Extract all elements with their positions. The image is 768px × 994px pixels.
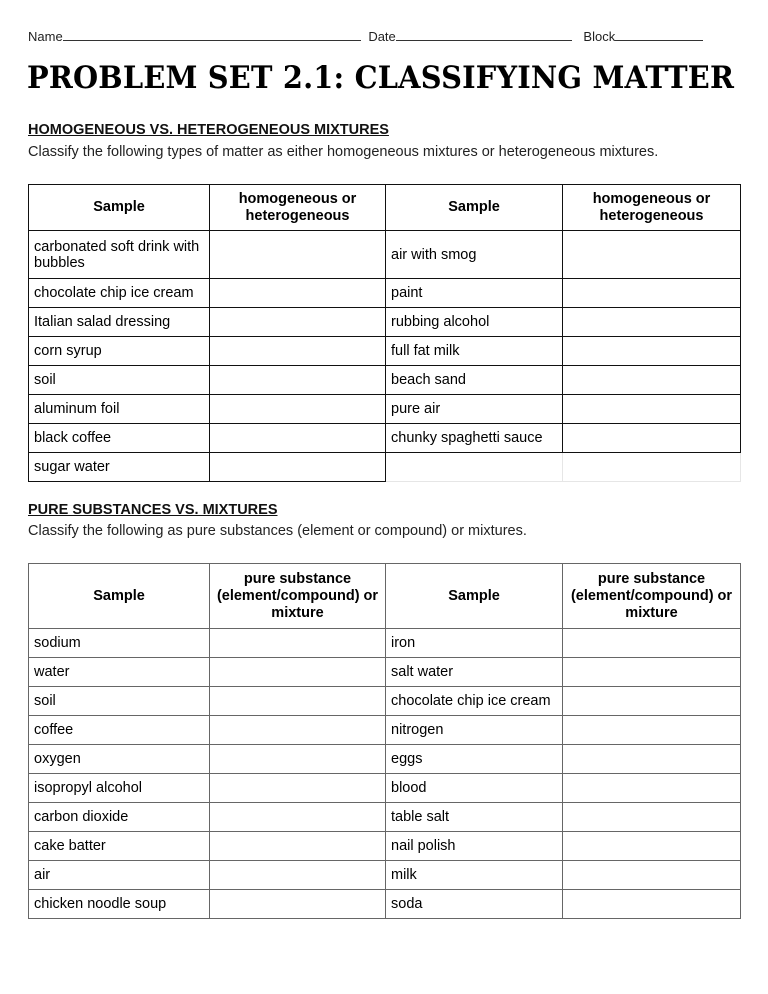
answer-cell[interactable] (210, 629, 386, 658)
answer-cell[interactable] (210, 424, 386, 453)
sample-cell: cake batter (29, 832, 210, 861)
table-row (29, 687, 741, 716)
answer-cell[interactable] (210, 803, 386, 832)
table-row (29, 774, 741, 803)
table-row (29, 366, 741, 395)
answer-cell[interactable] (210, 687, 386, 716)
table-row (29, 861, 741, 890)
answer-cell[interactable] (563, 424, 741, 453)
table-row (29, 890, 741, 919)
answer-cell[interactable] (563, 745, 741, 774)
answer-cell[interactable] (210, 774, 386, 803)
answer-cell[interactable] (563, 890, 741, 919)
sample-cell: Italian salad dressing (29, 308, 210, 337)
answer-cell[interactable] (210, 861, 386, 890)
answer-cell[interactable] (210, 832, 386, 861)
col-answer: pure substance (element/compound) or mixture (563, 564, 741, 629)
sample-cell: soil (29, 687, 210, 716)
answer-cell[interactable] (563, 687, 741, 716)
date-label: Date (368, 29, 396, 44)
table-row (29, 279, 741, 308)
name-field[interactable] (63, 28, 361, 41)
answer-cell[interactable] (563, 366, 741, 395)
sample-cell: chocolate chip ice cream (29, 279, 210, 308)
name-label: Name (28, 29, 63, 44)
answer-cell[interactable] (210, 308, 386, 337)
sample-cell: full fat milk (386, 337, 563, 366)
section2-heading: PURE SUBSTANCES VS. MIXTURES (28, 502, 278, 518)
answer-cell[interactable] (210, 279, 386, 308)
answer-cell[interactable] (563, 453, 741, 482)
answer-cell[interactable] (210, 231, 386, 279)
sample-cell: nitrogen (386, 716, 563, 745)
sample-cell: carbon dioxide (29, 803, 210, 832)
table-row (29, 424, 741, 453)
sample-cell: carbonated soft drink with bubbles (29, 231, 210, 279)
sample-cell: table salt (386, 803, 563, 832)
sample-cell: rubbing alcohol (386, 308, 563, 337)
sample-cell: iron (386, 629, 563, 658)
answer-cell[interactable] (563, 658, 741, 687)
table-row (29, 337, 741, 366)
sample-cell: chunky spaghetti sauce (386, 424, 563, 453)
sample-cell: eggs (386, 745, 563, 774)
answer-cell[interactable] (210, 745, 386, 774)
sample-cell: sodium (29, 629, 210, 658)
section1-instructions: Classify the following types of matter as either homogeneous mixtures or heterogeneous mixtures. (28, 144, 659, 160)
col-sample: Sample (386, 564, 563, 629)
pure-substance-mixture-table (28, 563, 741, 919)
col-sample: Sample (29, 564, 210, 629)
table-row (29, 231, 741, 279)
sample-cell: milk (386, 861, 563, 890)
answer-cell[interactable] (563, 832, 741, 861)
answer-cell[interactable] (563, 629, 741, 658)
block-field[interactable] (615, 28, 703, 41)
answer-cell[interactable] (210, 658, 386, 687)
sample-cell: beach sand (386, 366, 563, 395)
sample-cell: isopropyl alcohol (29, 774, 210, 803)
table-row (29, 745, 741, 774)
table-row (29, 629, 741, 658)
answer-cell[interactable] (563, 231, 741, 279)
sample-cell: black coffee (29, 424, 210, 453)
block-label: Block (583, 29, 616, 44)
sample-cell: coffee (29, 716, 210, 745)
col-answer: homogeneous or heterogeneous (563, 185, 741, 231)
empty-cell (386, 453, 563, 482)
col-sample: Sample (386, 185, 563, 231)
sample-cell: soil (29, 366, 210, 395)
answer-cell[interactable] (563, 774, 741, 803)
homogeneous-heterogeneous-table (28, 184, 741, 482)
sample-cell: air (29, 861, 210, 890)
sample-cell: nail polish (386, 832, 563, 861)
table-row (29, 658, 741, 687)
sample-cell: paint (386, 279, 563, 308)
col-answer: homogeneous or heterogeneous (210, 185, 386, 231)
answer-cell[interactable] (210, 716, 386, 745)
answer-cell[interactable] (563, 279, 741, 308)
sample-cell: oxygen (29, 745, 210, 774)
sample-cell: soda (386, 890, 563, 919)
sample-cell: pure air (386, 395, 563, 424)
page-title: PROBLEM SET 2.1: CLASSIFYING MATTER (27, 60, 735, 96)
date-field[interactable] (396, 28, 572, 41)
sample-cell: chicken noodle soup (29, 890, 210, 919)
table-row (29, 308, 741, 337)
table-row (29, 453, 741, 482)
sample-cell: sugar water (29, 453, 210, 482)
sample-cell: blood (386, 774, 563, 803)
sample-cell: chocolate chip ice cream (386, 687, 563, 716)
answer-cell[interactable] (210, 395, 386, 424)
answer-cell[interactable] (210, 337, 386, 366)
table-row (29, 803, 741, 832)
answer-cell[interactable] (210, 890, 386, 919)
section2-instructions: Classify the following as pure substances (element or compound) or mixtures. (28, 523, 527, 539)
col-sample: Sample (29, 185, 210, 231)
answer-cell[interactable] (210, 453, 386, 482)
answer-cell[interactable] (563, 716, 741, 745)
section1-heading: HOMOGENEOUS VS. HETEROGENEOUS MIXTURES (28, 122, 389, 138)
student-info-header (28, 28, 703, 44)
table-row (29, 832, 741, 861)
answer-cell[interactable] (563, 308, 741, 337)
sample-cell: salt water (386, 658, 563, 687)
sample-cell: air with smog (386, 231, 563, 279)
answer-cell[interactable] (563, 395, 741, 424)
answer-cell[interactable] (210, 366, 386, 395)
sample-cell: corn syrup (29, 337, 210, 366)
sample-cell: aluminum foil (29, 395, 210, 424)
table-row (29, 716, 741, 745)
answer-cell[interactable] (563, 803, 741, 832)
col-answer: pure substance (element/compound) or mixture (210, 564, 386, 629)
table-row (29, 395, 741, 424)
answer-cell[interactable] (563, 861, 741, 890)
answer-cell[interactable] (563, 337, 741, 366)
sample-cell: water (29, 658, 210, 687)
